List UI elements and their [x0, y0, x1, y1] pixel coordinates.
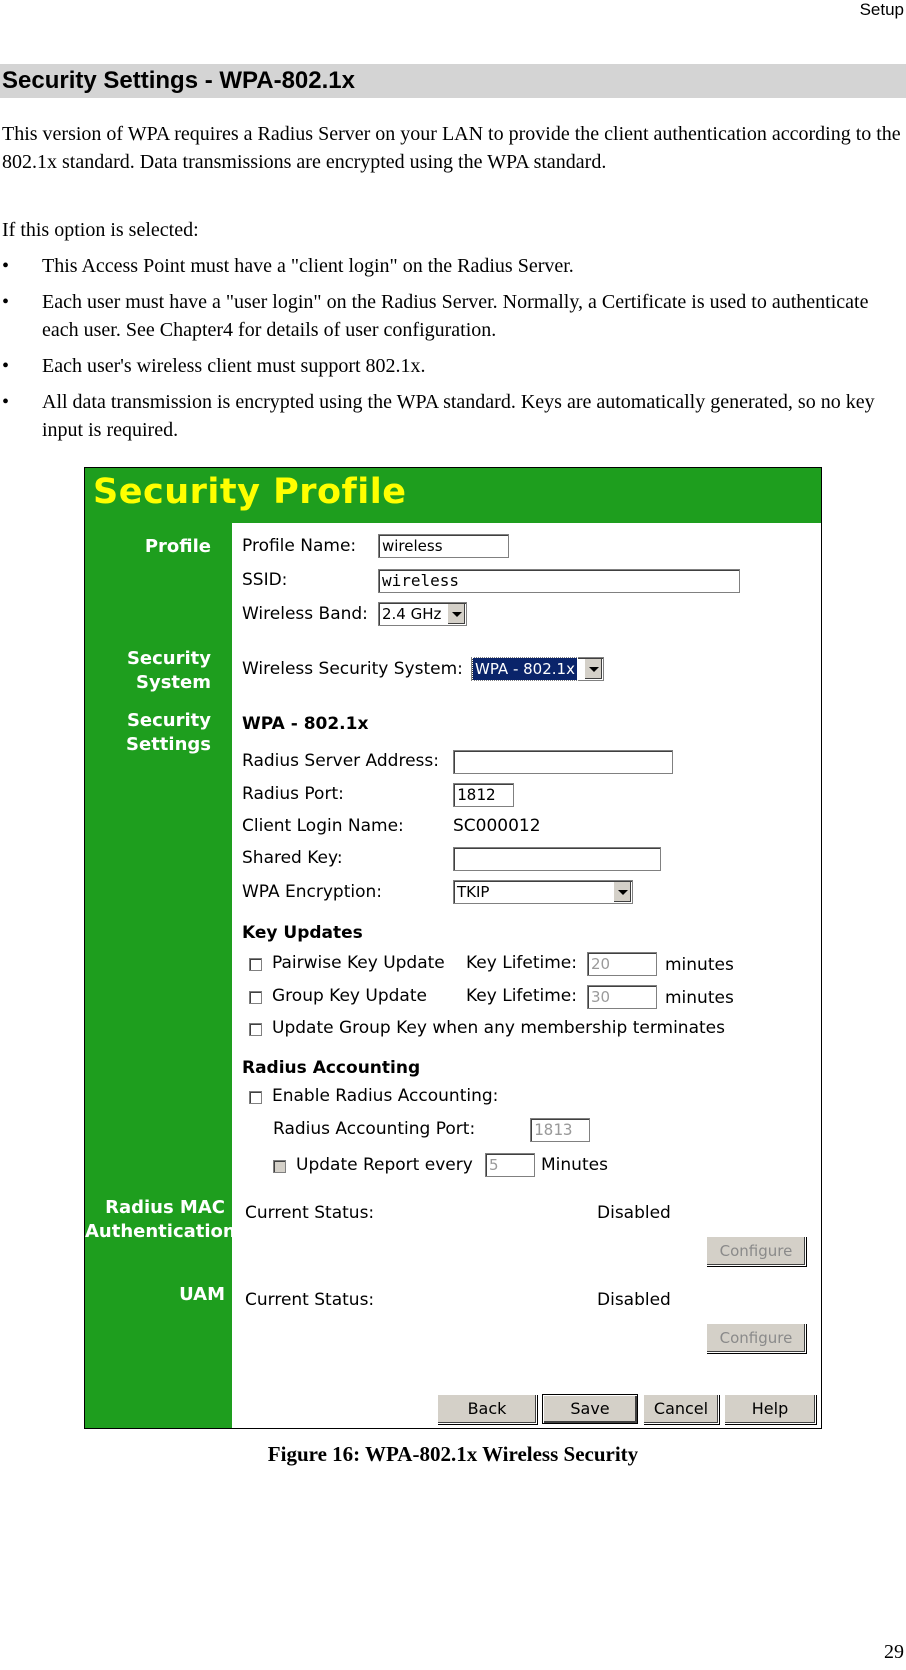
membership-update-checkbox[interactable] — [249, 1023, 262, 1036]
chevron-down-icon[interactable] — [447, 604, 465, 624]
uam-status-value: Disabled — [597, 1290, 671, 1310]
sidebar-label-security-settings: Security Settings — [126, 710, 211, 755]
enable-accounting-checkbox[interactable] — [249, 1091, 262, 1104]
shared-key-label: Shared Key: — [242, 848, 343, 868]
mac-auth-status-label: Current Status: — [245, 1203, 375, 1223]
uam-status-label: Current Status: — [245, 1290, 375, 1310]
radius-port-input[interactable]: 1812 — [453, 783, 514, 807]
wpa-encryption-select[interactable] — [453, 880, 633, 904]
page-number: 29 — [884, 1641, 904, 1663]
pairwise-key-lifetime-label: Key Lifetime: — [466, 953, 577, 973]
intro-paragraph: This version of WPA requires a Radius Server on your LAN to provide the client authentication according to the 802.1x standard. Data transmissions are encrypted using the WPA standard. — [2, 123, 901, 173]
security-profile-screenshot — [84, 467, 822, 1429]
wpa-encryption-value: TKIP — [457, 883, 490, 901]
wireless-band-label: Wireless Band: — [242, 604, 368, 624]
bullet-symbol: • — [2, 291, 10, 313]
uam-configure-button[interactable]: Configure — [706, 1323, 806, 1353]
enable-accounting-label: Enable Radius Accounting: — [272, 1086, 499, 1106]
update-report-checkbox[interactable] — [273, 1160, 286, 1173]
radius-accounting-heading: Radius Accounting — [242, 1058, 421, 1078]
profile-name-label: Profile Name: — [242, 536, 357, 556]
group-minutes-unit: minutes — [665, 988, 734, 1008]
accounting-port-input[interactable]: 1813 — [530, 1118, 590, 1142]
bullet-text: Each user must have a "user login" on the Radius Server. Normally, a Certificate is used to authenticate each user. See Chapter4 for details of user configuration. — [42, 291, 869, 341]
pairwise-key-lifetime-input[interactable]: 20 — [587, 952, 657, 976]
screenshot-title: Security Profile — [93, 472, 407, 512]
profile-name-input[interactable]: wireless — [378, 534, 509, 558]
security-system-label: Wireless Security System: — [242, 659, 463, 679]
wireless-band-select[interactable] — [378, 602, 467, 626]
help-button[interactable]: Help — [724, 1394, 816, 1424]
bullet-symbol: • — [2, 255, 10, 277]
figure-caption: Figure 16: WPA-802.1x Wireless Security — [267, 1442, 639, 1466]
bullet-text: Each user's wireless client must support 802.1x. — [42, 355, 426, 377]
if-selected-text: If this option is selected: — [2, 219, 199, 241]
group-key-lifetime-label: Key Lifetime: — [466, 986, 577, 1006]
update-report-input[interactable]: 5 — [485, 1153, 535, 1177]
save-button[interactable]: Save — [542, 1394, 638, 1424]
sidebar-label-radius-mac: Radius MAC Authentication — [85, 1197, 236, 1242]
client-login-name-value: SC000012 — [453, 816, 541, 836]
update-report-label: Update Report every — [296, 1155, 473, 1175]
bullet-symbol: • — [2, 355, 10, 377]
screenshot-title-bar — [85, 468, 821, 523]
group-key-update-label: Group Key Update — [272, 986, 427, 1006]
radius-server-address-input[interactable] — [453, 750, 673, 774]
chevron-down-icon[interactable] — [613, 882, 631, 902]
pairwise-key-update-label: Pairwise Key Update — [272, 953, 445, 973]
settings-heading: WPA - 802.1x — [242, 714, 369, 734]
chevron-down-icon[interactable] — [584, 659, 602, 679]
mac-auth-configure-button[interactable]: Configure — [706, 1236, 806, 1266]
back-button[interactable]: Back — [437, 1394, 537, 1424]
wireless-band-value: 2.4 GHz — [382, 605, 442, 623]
mac-auth-status-value: Disabled — [597, 1203, 671, 1223]
group-key-update-checkbox[interactable] — [249, 991, 262, 1004]
pairwise-key-update-checkbox[interactable] — [249, 958, 262, 971]
pairwise-minutes-unit: minutes — [665, 955, 734, 975]
screenshot-sidebar — [85, 523, 236, 1429]
security-system-select[interactable] — [471, 657, 604, 681]
sidebar-label-security-system: Security System — [126, 648, 211, 693]
bullet-text: All data transmission is encrypted using the WPA standard. Keys are automatically generated, so no key input is required. — [42, 391, 875, 441]
membership-update-label: Update Group Key when any membership terminates — [272, 1018, 725, 1038]
shared-key-input[interactable] — [453, 847, 661, 871]
sidebar-label-profile: Profile — [144, 536, 211, 557]
section-title: Security Settings - WPA-802.1x — [0, 64, 906, 98]
bullet-text: This Access Point must have a "client login" on the Radius Server. — [42, 255, 574, 277]
accounting-port-label: Radius Accounting Port: — [273, 1119, 476, 1139]
radius-port-label: Radius Port: — [242, 784, 344, 804]
client-login-name-label: Client Login Name: — [242, 816, 404, 836]
sidebar-label-uam: UAM — [179, 1284, 225, 1305]
update-report-unit: Minutes — [541, 1155, 608, 1175]
group-key-lifetime-input[interactable]: 30 — [587, 985, 657, 1009]
ssid-input[interactable]: wireless — [378, 569, 740, 593]
bullet-symbol: • — [2, 391, 10, 413]
ssid-label: SSID: — [242, 570, 288, 590]
cancel-button[interactable]: Cancel — [643, 1394, 719, 1424]
chapter-header: Setup — [859, 0, 904, 19]
wpa-encryption-label: WPA Encryption: — [242, 882, 383, 902]
key-updates-heading: Key Updates — [242, 923, 363, 943]
security-system-value: WPA - 802.1x — [475, 660, 575, 678]
radius-server-address-label: Radius Server Address: — [242, 751, 439, 771]
